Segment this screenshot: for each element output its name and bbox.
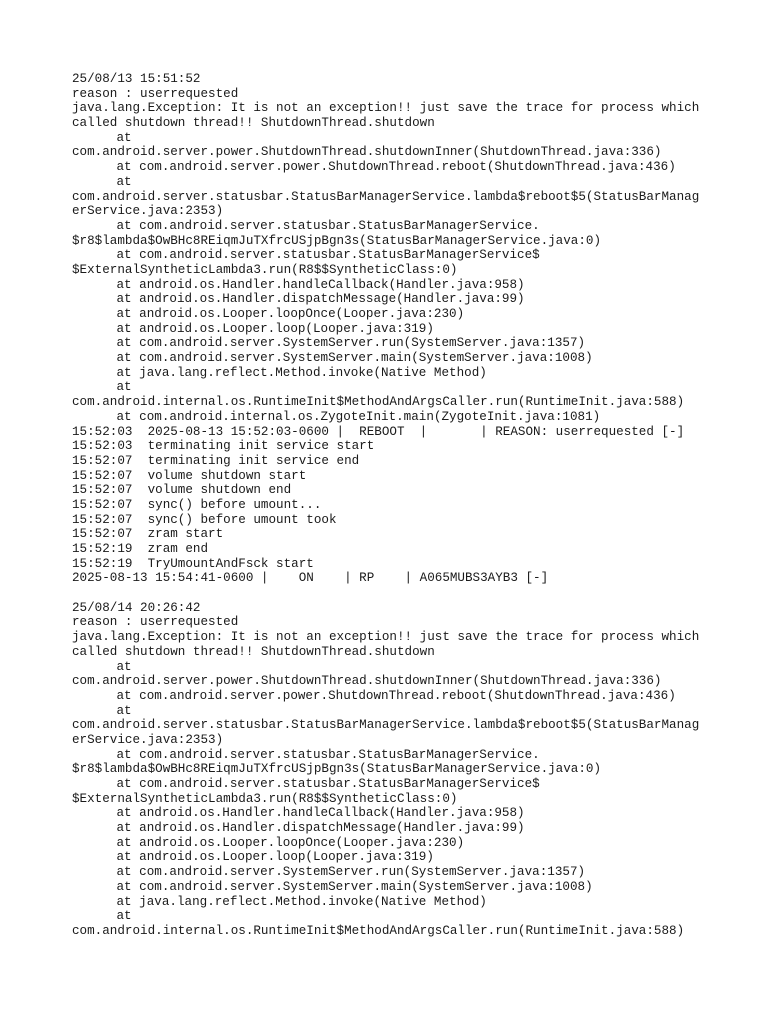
log-line: com.android.server.power.ShutdownThread.shutdownInner(ShutdownThread.java:336)	[72, 145, 662, 160]
log-line: at com.android.server.statusbar.StatusBarManagerService$	[116, 248, 540, 263]
log-line: 15:52:07 terminating init service end	[72, 453, 360, 468]
log-entry	[72, 72, 712, 586]
log-line: com.android.internal.os.RuntimeInit$MethodAndArgsCaller.run(RuntimeInit.java:588)	[72, 395, 685, 410]
log-line: com.android.server.statusbar.StatusBarManagerService.lambda$reboot$5(StatusBarManag	[72, 189, 700, 204]
log-line: 15:52:07 zram start	[72, 527, 224, 542]
log-line: at com.android.server.power.ShutdownThread.reboot(ShutdownThread.java:436)	[116, 688, 676, 703]
log-line: at com.android.server.statusbar.StatusBarManagerService.	[116, 218, 540, 233]
log-line: at com.android.server.power.ShutdownThread.reboot(ShutdownThread.java:436)	[116, 160, 676, 175]
log-line: $r8$lambda$OwBHc8REiqmJuTXfrcUSjpBgn3s(StatusBarManagerService.java:0)	[72, 233, 602, 248]
log-line: at android.os.Handler.dispatchMessage(Handler.java:99)	[116, 821, 525, 836]
log-line: at android.os.Looper.loopOnce(Looper.java:230)	[116, 835, 465, 850]
log-line: com.android.server.power.ShutdownThread.shutdownInner(ShutdownThread.java:336)	[72, 674, 662, 689]
log-line: at	[116, 380, 132, 395]
log-line: at java.lang.reflect.Method.invoke(Native Method)	[116, 894, 487, 909]
log-line: at com.android.server.statusbar.StatusBarManagerService$	[116, 777, 540, 791]
log-line: at com.android.server.SystemServer.run(SystemServer.java:1357)	[116, 865, 586, 880]
log-line: java.lang.Exception: It is not an exception!! just save the trace for process which	[72, 101, 700, 116]
log-line: at	[116, 174, 132, 189]
log-line: called shutdown thread!! ShutdownThread.shutdown	[72, 116, 435, 131]
log-line: 15:52:19 TryUmountAndFsck start	[72, 556, 314, 571]
log-line: at	[116, 659, 132, 674]
log-line: 15:52:07 volume shutdown end	[72, 483, 292, 498]
log-line: at com.android.server.statusbar.StatusBarManagerService.	[116, 747, 540, 762]
log-line: at android.os.Handler.handleCallback(Handler.java:958)	[116, 277, 525, 292]
log-line: com.android.internal.os.RuntimeInit$MethodAndArgsCaller.run(RuntimeInit.java:588)	[72, 923, 685, 938]
log-line: erService.java:2353)	[72, 204, 224, 219]
log-line: reason : userrequested	[72, 86, 239, 101]
log-line: at	[116, 703, 132, 718]
log-line: $ExternalSyntheticLambda3.run(R8$$SyntheticClass:0)	[72, 262, 458, 277]
log-line: reason : userrequested	[72, 615, 239, 630]
log-line: at	[116, 130, 132, 145]
log-line: 2025-08-13 15:54:41-0600 | ON | RP | A065MUBS3AYB3 [-]	[72, 571, 549, 586]
log-line: at android.os.Handler.handleCallback(Handler.java:958)	[116, 806, 525, 821]
log-line: at android.os.Looper.loop(Looper.java:319)	[116, 321, 434, 336]
log-line: com.android.server.statusbar.StatusBarManagerService.lambda$reboot$5(StatusBarManag	[72, 718, 700, 733]
log-line: at com.android.server.SystemServer.main(SystemServer.java:1008)	[116, 351, 593, 366]
log-line: 15:52:03 2025-08-13 15:52:03-0600 | REBOOT | | REASON: userrequested [-]	[72, 424, 685, 439]
log-line: 15:52:07 volume shutdown start	[72, 468, 307, 483]
log-line: 15:52:07 sync() before umount...	[72, 497, 322, 512]
log-line: at android.os.Looper.loop(Looper.java:319)	[116, 850, 434, 865]
log-line: erService.java:2353)	[72, 732, 224, 747]
log-line: $ExternalSyntheticLambda3.run(R8$$SyntheticClass:0)	[72, 791, 458, 806]
log-line: 15:52:19 zram end	[72, 542, 209, 556]
log-line: 25/08/13 15:51:52	[72, 72, 201, 86]
log-line: 15:52:07 sync() before umount took	[72, 512, 337, 527]
log-line: at java.lang.reflect.Method.invoke(Native Method)	[116, 365, 487, 380]
log-line: 25/08/14 20:26:42	[72, 600, 201, 615]
log-line: $r8$lambda$OwBHc8REiqmJuTXfrcUSjpBgn3s(StatusBarManagerService.java:0)	[72, 762, 602, 777]
log-document	[72, 72, 712, 939]
log-line: 15:52:03 terminating init service start	[72, 439, 375, 454]
log-line: at com.android.server.SystemServer.main(SystemServer.java:1008)	[116, 879, 593, 894]
log-line: java.lang.Exception: It is not an exception!! just save the trace for process which	[72, 630, 700, 645]
log-line: at com.android.internal.os.ZygoteInit.main(ZygoteInit.java:1081)	[116, 409, 601, 424]
log-entry	[72, 601, 712, 939]
log-line: at android.os.Handler.dispatchMessage(Handler.java:99)	[116, 292, 525, 307]
log-line: at	[116, 909, 132, 924]
log-line: at com.android.server.SystemServer.run(SystemServer.java:1357)	[116, 336, 586, 351]
log-line: called shutdown thread!! ShutdownThread.shutdown	[72, 644, 435, 659]
log-line: at android.os.Looper.loopOnce(Looper.java:230)	[116, 307, 465, 321]
